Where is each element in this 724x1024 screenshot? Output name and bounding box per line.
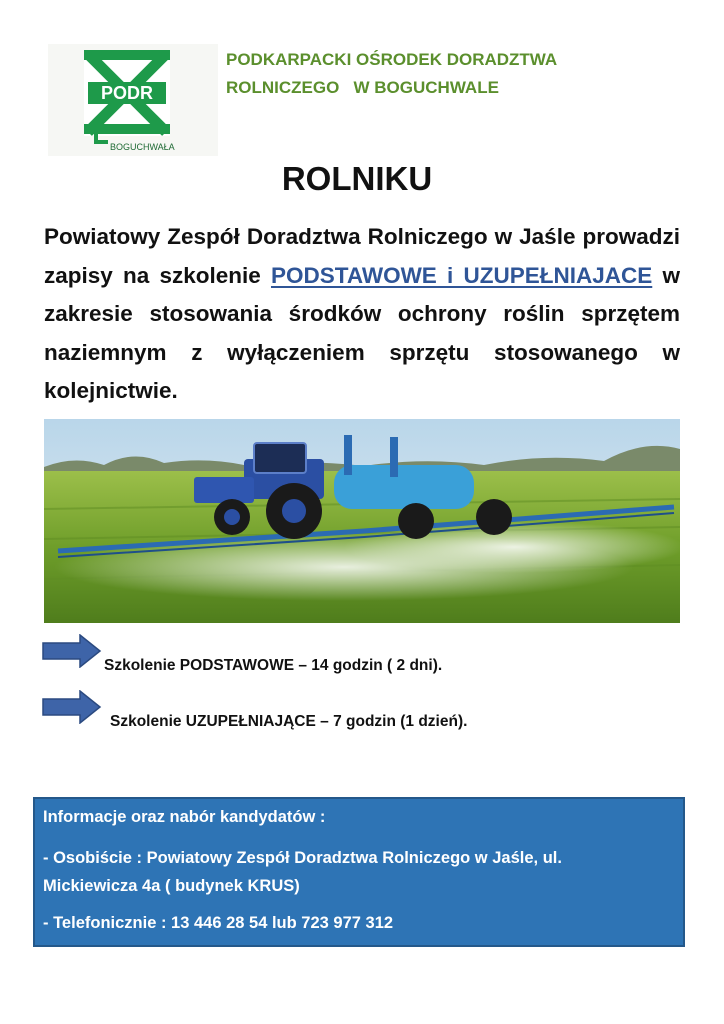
podr-logo — [48, 44, 218, 156]
arrow-right-icon — [42, 634, 102, 668]
info-address-line-1: - Osobiście : Powiatowy Zespół Doradztwa Rolniczego w Jaśle, ul. — [43, 849, 562, 867]
tractor-sprayer-photo — [44, 419, 680, 623]
arrow-right-icon — [42, 690, 102, 724]
intro-text-1: Powiatowy Zespół Doradztwa Rolniczego w Jaśle prowadzi zapisy na szkolenie — [44, 224, 680, 288]
info-phone: - Telefonicznie : 13 446 28 54 lub 723 977 312 — [43, 914, 394, 932]
organization-name — [226, 46, 557, 102]
contact-info-box — [33, 797, 685, 947]
intro-text-2: w zakresie stosowania środków ochrony roślin sprzętem naziemnym z wyłączeniem sprzętu stosowanego w kolejnictwie. — [44, 262, 680, 403]
course-types-highlight: PODSTAWOWE i UZUPEŁNIAJACE — [270, 262, 653, 288]
info-title: Informacje oraz nabór kandydatów : — [43, 808, 326, 826]
logo-text: PODR — [100, 83, 154, 103]
info-address-line-2: Mickiewicza 4a ( budynek KRUS) — [43, 877, 300, 895]
logo-subtext: BOGUCHWAŁA — [110, 142, 175, 152]
page-title: ROLNIKU — [281, 160, 433, 197]
org-line-1: PODKARPACKI OŚRODEK DORADZTWA — [226, 50, 558, 69]
org-line-2: ROLNICZEGO W BOGUCHWALE — [226, 78, 499, 97]
intro-paragraph — [44, 218, 680, 411]
course-supplementary: Szkolenie UZUPEŁNIAJĄCE – 7 godzin (1 dzień). — [110, 713, 468, 730]
course-basic: Szkolenie PODSTAWOWE – 14 godzin ( 2 dni). — [104, 657, 443, 674]
